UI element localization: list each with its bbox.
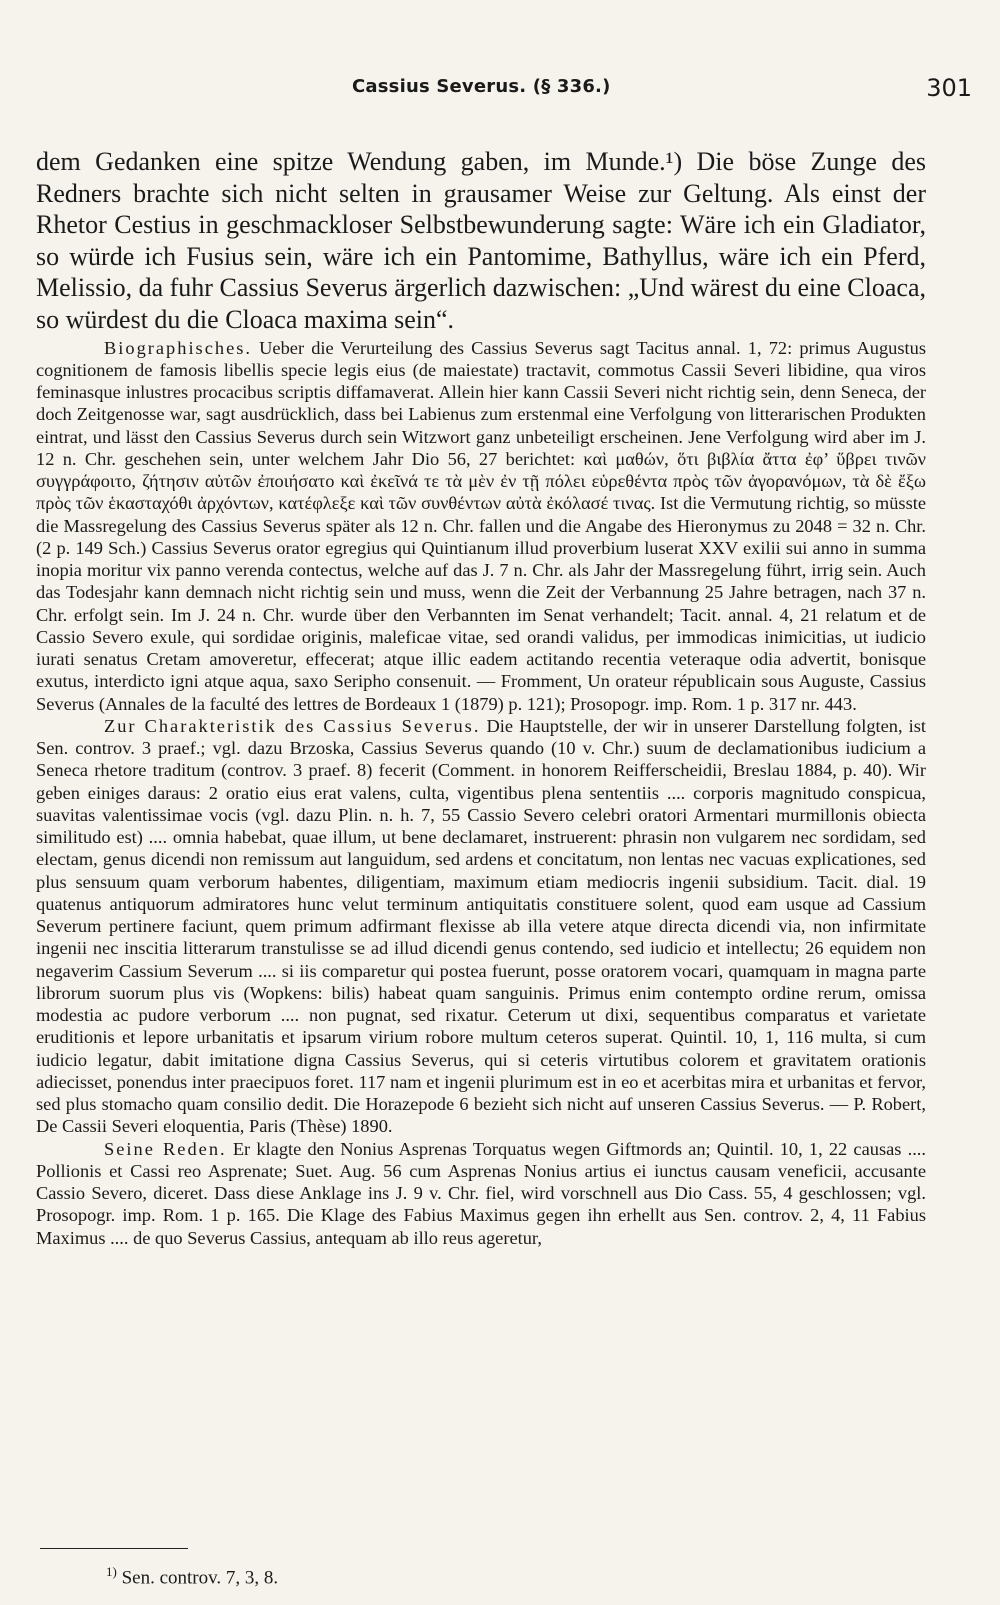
section-text: Er klagte den Nonius Asprenas Torquatus wegen Giftmords an; Quintil. 10, 1, 22 causas .... Pollionis et Cassi reo Asprenate; Suet. Aug. 56 cum Asprenas Nonius artius ei iunctus causam veneficii, accusante Cassio Severo, diceret. Dass diese Anklage ins J. 9 v. Chr. fiel, wird vorschnell aus Dio Cass. 55, 4 geschlossen; vgl. Prosopogr. imp. Rom. 1 p. 165. Die Klage des Fabius Maximus gegen ihn erhellt aus Sen. controv. 2, 4, 11 Fabius Maximus .... de quo Severus Cassius, antequam ab illo reus ageretur, [36,1138,926,1248]
section-heading: Seine Reden. [104,1138,227,1159]
running-head [40,62,972,110]
main-text-block [36,146,926,336]
footnote-rule [40,1548,188,1549]
section-text: Ueber die Verurteilung des Cassius Severus sagt Tacitus annal. 1, 72: primus Augustus cognitionem de famosis libellis specie legis eius (de maiestate) tractavit, commotus Cassii Severi libidine, qua viros feminasque inlustres procacibus scriptis diffamaverat. Allein hier kann Cassii Severi nicht richtig sein, denn Seneca, der doch Zeitgenosse war, sagt ausdrücklich, dass bei Labienus zum erstenmal eine Verfolgung von litterarischen Produkten eintrat, und lässt den Cassius Severus durch sein Witzwort ganz unbeteiligt erscheinen. Jene Verfolgung wird aber im J. 12 n. Chr. geschehen sein, unter welchem Jahr Dio 56, 27 berichtet: καὶ μαθών, ὅτι βιβλία ἄττα ἐφ’ ὕβρει τινῶν συγγράφοιτο, ζήτησιν αὐτῶν ἐποιήσατο καὶ ἐκεῖνά τε τὰ μὲν ἐν τῇ πόλει εὑρεθέντα πρὸς τῶν ἀγορανόμων, τὰ δὲ ἔξω πρὸς τῶν ἑκασταχόθι ἀρχόντων, κατέφλεξε καὶ τῶν συνθέντων αὐτὰ ἐκόλασέ τινας. Ist die Vermutung richtig, so müsste die Massregelung des Cassius Severus später als 12 n. Chr. fallen und die Angabe des Hieronymus zu 2048 = 32 n. Chr. (2 p. 149 Sch.) Cassius Severus orator egregius qui Quintianum illud proverbium luserat XXV exilii sui anno in summa inopia moritur vix panno verenda contectus, welche auf das J. 7 n. Chr. als Jahr der Massregelung führt, irrig sein. Auch das Todesjahr kann demnach nicht richtig sein und muss, wenn die Zeit der Verbannung 25 Jahre betragen, nach 37 n. Chr. erfolgt sein. Im J. 24 n. Chr. wurde über den Verbannten im Senat verhandelt; Tacit. annal. 4, 21 relatum et de Cassio Severo exule, qui sordidae originis, maleficae vitae, sed orandi validus, per immodicas inimicitias, ut iudicio iurati senatus Cretam amoveretur, effecerat; atque illic eadem actitando recentia veteraque odia advertit, bonisque exutus, interdicto igni atque aqua, saxo Seripho consenuit. — Fromment, Un orateur républicain sous Auguste, Cassius Severus (Annales de la faculté des lettres de Bordeaux 1 (1879) p. 121); Prosopogr. imp. Rom. 1 p. 317 nr. 443. [36,337,926,714]
section-biographisches [36,337,926,715]
section-heading: Biographisches. [104,337,252,358]
page-number: 301 [926,74,972,102]
section-reden [36,1138,926,1249]
footnote-text: Sen. controv. 7, 3, 8. [121,1567,279,1589]
notes-block [36,337,926,1249]
footnote-marker: 1) [106,1564,117,1579]
running-title: Cassius Severus. (§ 336.) [352,76,611,97]
section-text: Die Hauptstelle, der wir in unserer Darstellung folgten, ist Sen. controv. 3 praef.; vgl. dazu Brzoska, Cassius Severus quando (10 v. Chr.) suum de declamationibus iudicium a Seneca rhetore traditum (controv. 3 praef. 8) fecerit (Comment. in honorem Reifferscheidii, Breslau 1884, p. 40). Wir geben einiges daraus: 2 oratio eius erat valens, culta, vigentibus plena sententiis .... corporis magnitudo conspicua, suavitas valentissimae vocis (vgl. dazu Plin. n. h. 7, 55 Cassio Severo celebri oratori Armentari murmillonis obiecta similitudo est) .... omnia habebat, quae illum, ut bene declamaret, instruerent: phrasin non vulgarem nec sordidam, sed electam, genus dicendi non remissum aut languidum, sed ardens et concitatum, non lentas nec vacuas explicationes, sed plus sensuum quam verborum habentes, diligentiam, maximum etiam mediocris ingenii subsidium. Tacit. dial. 19 quatenus antiquorum admiratores hunc velut terminum antiquitatis constituere solent, quod eam usque ad Cassium Severum pertinere faciunt, quem primum adfirmant flexisse ab illa vetere atque directa dicendi via, non infirmitate ingenii nec inscitia litterarum transtulisse se ad illud dicendi genus contendo, sed iudicio et intellectu; 26 equidem non negaverim Cassium Severum .... si iis comparetur qui postea fuerunt, posse oratorem vocari, quamquam in magna parte librorum suorum plus vis (Wopkens: bilis) habeat quam sanguinis. Primus enim contempto ordine rerum, omissa modestia ac pudore verborum .... non pugnat, sed rixatur. Ceterum ut dixi, sequentibus comparatus et varietate eruditionis et lepore urbanitatis et ipsarum virium robore multum ceteros superat. Quintil. 10, 1, 116 multa, si cum iudicio legatur, dabit imitatione digna Cassius Severus, qui si ceteris virtutibus colorem et gravitatem orationis adiecisset, ponendus inter praecipuos foret. 117 nam et ingenii plurimum est in eo et acerbitas mira et urbanitas et fervor, sed plus stomacho quam consilio dedit. Die Horazepode 6 bezieht sich nicht auf unseren Cassius Severus. — P. Robert, De Cassii Severi eloquentia, Paris (Thèse) 1890. [36,715,926,1137]
section-heading: Zur Charakteristik des Cassius Severus. [104,715,481,736]
footnote [106,1564,278,1589]
section-charakteristik [36,715,926,1138]
main-paragraph: dem Gedanken eine spitze Wendung gaben, im Munde.¹) Die böse Zunge des Redners brachte sich nicht selten in grausamer Weise zur Geltung. Als einst der Rhetor Cestius in geschmackloser Selbstbewunderung sagte: Wäre ich ein Gladiator, so würde ich Fusius sein, wäre ich ein Pantomime, Bathyllus, wäre ich ein Pferd, Melissio, da fuhr Cassius Severus ärgerlich dazwischen: „Und wärest du eine Cloaca, so würdest du die Cloaca maxima sein“. [36,147,926,334]
